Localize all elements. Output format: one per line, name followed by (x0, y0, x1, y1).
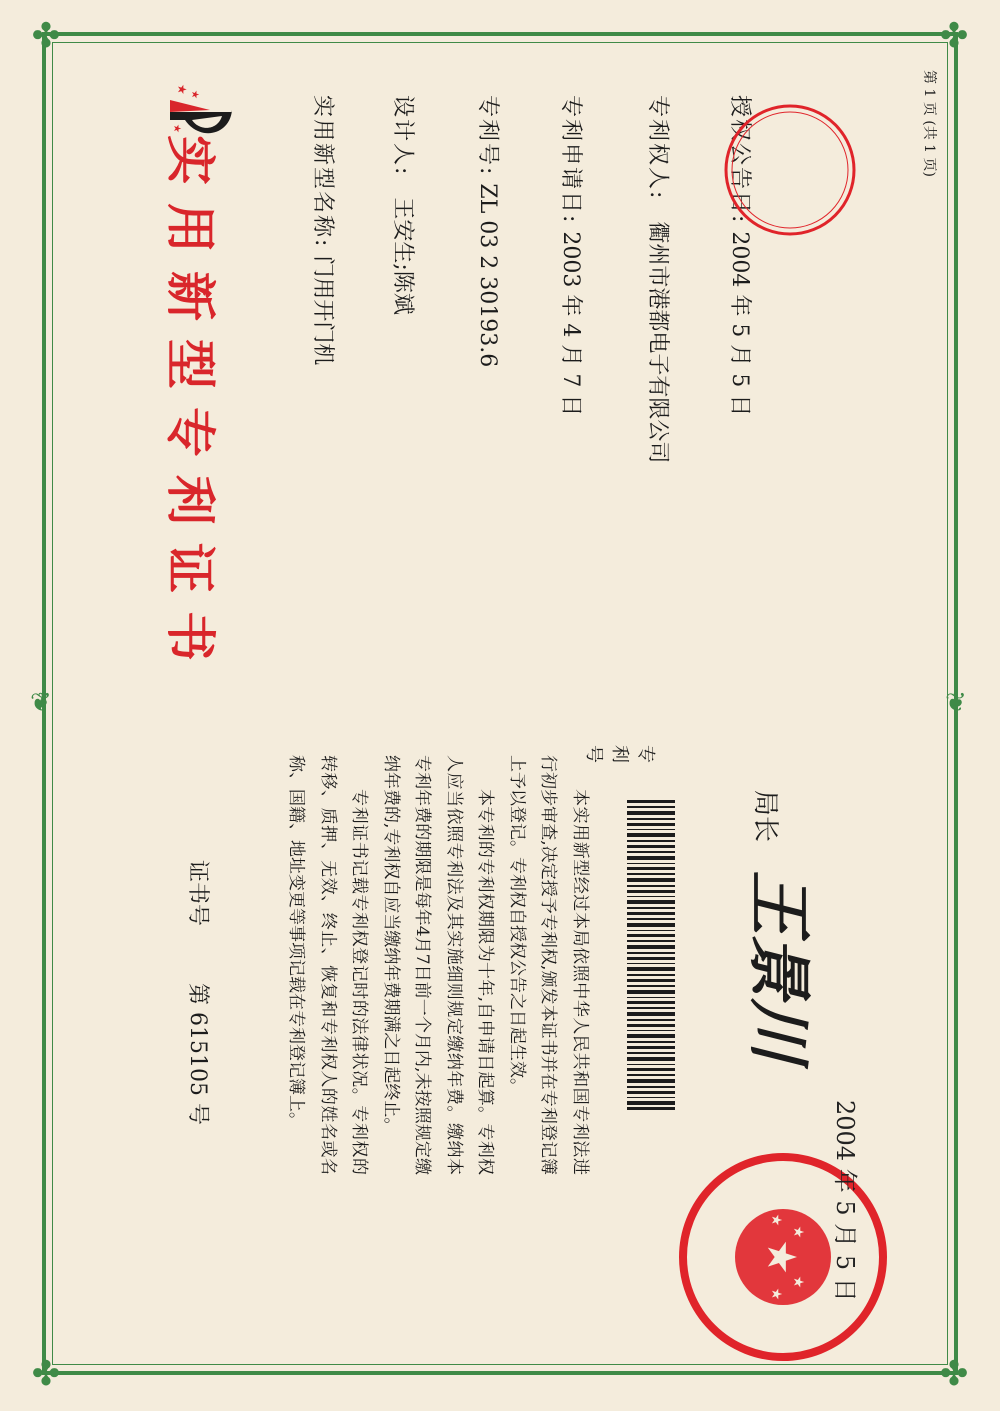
svg-text:★: ★ (171, 124, 182, 133)
corner-ornament-icon: ✤ (939, 1354, 969, 1394)
corner-ornament-icon: ✤ (31, 16, 61, 56)
field-value: 衢州市港都电子有限公司 (645, 221, 670, 464)
svg-text:★: ★ (768, 1213, 784, 1227)
page-number: 第 1 页 (共 1 页) (921, 70, 937, 177)
director-label: 局长 (750, 790, 780, 843)
certificate-number: 第 615105 号 (185, 983, 210, 1125)
body-paragraph: 专利证书记载专利权登记时的法律状况。专利权的转移、质押、无效、终止、恢复和专利权人的姓名或名称、国籍、地址变更等事项记载在专利登记簿上。 (286, 755, 370, 1175)
field-label: 授权公告日: (727, 95, 752, 225)
svg-text:★: ★ (790, 1275, 806, 1289)
field-label: 专利权人: (645, 95, 670, 201)
field-patent-number (474, 95, 505, 367)
field-application-date (557, 95, 588, 416)
field-value: ZL 03 2 30193.6 (475, 183, 500, 368)
corner-ornament-icon: ✤ (31, 1354, 61, 1394)
field-designer (389, 95, 420, 315)
certificate-number-label: 证书号 (185, 860, 210, 927)
body-paragraph: 本实用新型经过本局依照中华人民共和国专利法进行初步审查,决定授予专利权,颁发本证书并在专利登记簿上予以登记。专利权自授权公告之日起生效。 (507, 755, 590, 1175)
svg-text:★: ★ (758, 1239, 804, 1275)
certificate-title: 实用新型专利证书 (161, 135, 220, 679)
svg-text:★: ★ (175, 84, 189, 95)
barcode-icon (627, 800, 675, 1110)
field-label: 专利号: (475, 95, 500, 177)
tax-stamp-icon (720, 100, 860, 240)
seal-date: 2004 年 5 月 5 日 (831, 1100, 859, 1302)
director-signature: 王景川 (741, 870, 816, 1063)
field-value: 2003 年 4 月 7 日 (558, 231, 583, 417)
field-label: 设计人: (390, 95, 415, 177)
field-patentee (644, 95, 675, 463)
field-name (309, 95, 340, 365)
svg-text:★: ★ (768, 1287, 784, 1301)
side-ornament-icon: ❦ (30, 688, 52, 718)
barcode-label: 专利号 (583, 745, 656, 763)
director-signature-block (738, 790, 830, 1062)
svg-text:★: ★ (790, 1225, 806, 1239)
field-value: 2004 年 5 月 5 日 (727, 231, 752, 417)
corner-ornament-icon: ✤ (939, 16, 969, 56)
field-label: 专利申请日: (558, 95, 583, 225)
body-paragraph: 本专利的专利权期限为十年,自申请日起算。专利权人应当依照专利法及其实施细则规定缴纳年费。缴纳本专利年费的期限是每年4月7日前一个月内,未按照规定缴纳年费的,专利权自应当缴纳年费期满之日起终止。 (381, 755, 496, 1175)
field-value: 门用开门机 (310, 255, 335, 366)
certificate-number-row (184, 860, 215, 1125)
field-label: 实用新型名称: (310, 95, 335, 249)
svg-text:★: ★ (189, 90, 200, 99)
field-value: 王安生;陈斌 (390, 197, 415, 315)
certificate-body-text (280, 755, 595, 1175)
side-ornament-icon: ❦ (945, 688, 967, 718)
